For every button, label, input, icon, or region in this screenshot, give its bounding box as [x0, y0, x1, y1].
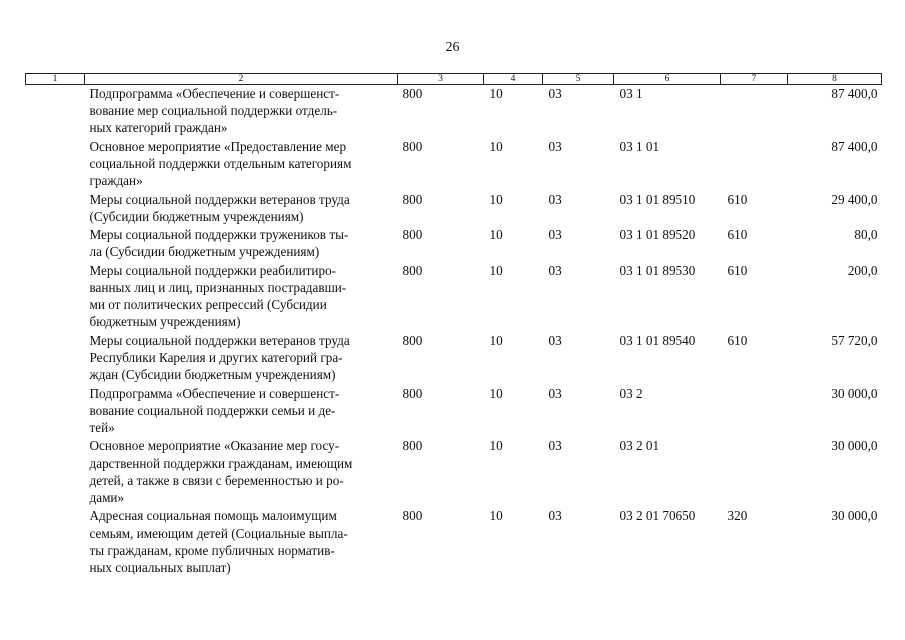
row-subsection-cell: 03	[548, 227, 562, 243]
row-name-line: вование социальной поддержки семьи и де-	[89, 402, 336, 418]
row-expense-type-cell	[721, 437, 788, 507]
row-expense-type-cell: 610	[727, 262, 748, 278]
row-section-cell: 10	[489, 508, 503, 524]
table-row	[26, 262, 882, 332]
row-name-cell	[85, 437, 398, 507]
row-section-cell: 10	[489, 438, 503, 454]
row-expense-type-cell: 610	[727, 332, 748, 348]
table-row	[26, 507, 882, 577]
row-name-line: тей»	[89, 419, 115, 435]
row-name-cell	[85, 191, 398, 227]
row-code-cell: 800	[402, 438, 423, 454]
table-row	[26, 226, 882, 262]
row-expense-type-cell: 320	[727, 508, 748, 524]
row-amount-cell: 200,0	[847, 262, 878, 278]
row-name-line: ты гражданам, кроме публичных норматив-	[89, 542, 335, 558]
column-number-header-row	[26, 74, 882, 85]
row-cell-col1	[26, 138, 85, 191]
row-subsection-cell: 03	[548, 138, 562, 154]
row-target-cell: 03 1 01	[619, 138, 660, 154]
column-header-4: 4	[484, 74, 543, 85]
table-row	[26, 437, 882, 507]
column-header-7: 7	[721, 74, 788, 85]
column-header-8: 8	[788, 74, 882, 85]
column-header-5: 5	[543, 74, 614, 85]
row-expense-type-cell	[721, 385, 788, 438]
row-subsection-cell: 03	[548, 438, 562, 454]
column-header-3: 3	[398, 74, 484, 85]
row-section-cell: 10	[489, 138, 503, 154]
column-header-6: 6	[614, 74, 721, 85]
table-body	[26, 85, 882, 578]
row-amount-cell: 30 000,0	[831, 508, 878, 524]
row-cell-col1	[26, 437, 85, 507]
row-section-cell: 10	[489, 332, 503, 348]
row-target-cell: 03 1 01 89540	[619, 332, 696, 348]
row-name-line: ждан (Субсидии бюджетным учреждениям)	[89, 367, 336, 383]
row-name-cell	[85, 226, 398, 262]
row-name-cell	[85, 85, 398, 138]
row-code-cell: 800	[402, 191, 423, 207]
row-subsection-cell: 03	[548, 262, 562, 278]
row-name-line: (Субсидии бюджетным учреждениям)	[89, 208, 304, 224]
row-amount-cell: 80,0	[854, 227, 878, 243]
table-row	[26, 138, 882, 191]
row-target-cell: 03 2 01	[619, 438, 660, 454]
row-cell-col1	[26, 262, 85, 332]
table-row	[26, 85, 882, 138]
row-section-cell: 10	[489, 86, 503, 101]
row-name-line: вование мер социальной поддержки отдель-	[89, 103, 338, 119]
row-expense-type-cell	[721, 85, 788, 138]
row-subsection-cell: 03	[548, 508, 562, 524]
row-code-cell: 800	[402, 86, 423, 101]
row-amount-cell: 30 000,0	[831, 385, 878, 401]
row-code-cell: 800	[402, 508, 423, 524]
row-amount-cell: 87 400,0	[831, 86, 878, 101]
row-name-cell	[85, 385, 398, 438]
row-name-line: граждан»	[89, 173, 143, 189]
row-amount-cell: 30 000,0	[831, 438, 878, 454]
page-number: 26	[445, 40, 460, 55]
row-name-cell	[85, 262, 398, 332]
row-name-line: Меры социальной поддержки ветеранов труда	[89, 332, 350, 348]
row-target-cell: 03 1 01 89520	[619, 227, 696, 243]
row-target-cell: 03 2	[619, 385, 643, 401]
row-name-line: Подпрограмма «Обеспечение и совершенст-	[89, 385, 340, 401]
row-name-line: Основное мероприятие «Предоставление мер	[89, 138, 347, 154]
row-cell-col1	[26, 85, 85, 138]
row-cell-col1	[26, 385, 85, 438]
row-name-cell	[85, 138, 398, 191]
row-code-cell: 800	[402, 227, 423, 243]
row-name-line: Основное мероприятие «Оказание мер госу-	[89, 438, 340, 454]
row-name-line: Меры социальной поддержки реабилитиро-	[89, 262, 337, 278]
row-subsection-cell: 03	[548, 191, 562, 207]
row-name-line: ных социальных выплат)	[89, 559, 231, 575]
budget-table	[25, 73, 882, 577]
row-expense-type-cell: 610	[727, 191, 748, 207]
table-row	[26, 191, 882, 227]
row-code-cell: 800	[402, 138, 423, 154]
row-name-line: Адресная социальная помощь малоимущим	[89, 508, 337, 524]
row-cell-col1	[26, 332, 85, 385]
row-section-cell: 10	[489, 191, 503, 207]
row-name-line: Республики Карелия и других категорий гра-	[89, 349, 343, 365]
row-name-line: Меры социальной поддержки ветеранов труда	[89, 191, 350, 207]
row-amount-cell: 57 720,0	[831, 332, 878, 348]
table-row	[26, 385, 882, 438]
row-section-cell: 10	[489, 385, 503, 401]
row-name-cell	[85, 507, 398, 577]
row-name-line: семьям, имеющим детей (Социальные выпла-	[89, 525, 348, 541]
row-name-cell	[85, 332, 398, 385]
row-subsection-cell: 03	[548, 332, 562, 348]
row-target-cell: 03 2 01 70650	[619, 508, 696, 524]
row-cell-col1	[26, 191, 85, 227]
row-name-line: ванных лиц и лиц, признанных пострадавши-	[89, 279, 347, 295]
row-name-line: Меры социальной поддержки тружеников ты-	[89, 227, 349, 243]
row-cell-col1	[26, 507, 85, 577]
row-code-cell: 800	[402, 262, 423, 278]
row-name-line: дами»	[89, 489, 125, 505]
row-subsection-cell: 03	[548, 385, 562, 401]
row-target-cell: 03 1	[619, 86, 643, 101]
row-section-cell: 10	[489, 262, 503, 278]
row-expense-type-cell	[721, 138, 788, 191]
row-name-line: ла (Субсидии бюджетным учреждениям)	[89, 244, 320, 260]
row-name-line: ных категорий граждан»	[89, 120, 228, 136]
row-amount-cell: 87 400,0	[831, 138, 878, 154]
row-amount-cell: 29 400,0	[831, 191, 878, 207]
column-header-1: 1	[26, 74, 85, 85]
row-name-line: дарственной поддержки гражданам, имеющим	[89, 455, 353, 471]
row-subsection-cell: 03	[548, 86, 562, 101]
row-name-line: Подпрограмма «Обеспечение и совершенст-	[89, 86, 340, 101]
row-target-cell: 03 1 01 89510	[619, 191, 696, 207]
row-name-line: детей, а также в связи с беременностью и ро-	[89, 472, 344, 488]
table-row	[26, 332, 882, 385]
row-target-cell: 03 1 01 89530	[619, 262, 696, 278]
row-expense-type-cell: 610	[727, 227, 748, 243]
row-code-cell: 800	[402, 332, 423, 348]
row-section-cell: 10	[489, 227, 503, 243]
row-cell-col1	[26, 226, 85, 262]
column-header-2: 2	[85, 74, 398, 85]
row-name-line: социальной поддержки отдельным категориям	[89, 156, 352, 171]
row-name-line: ми от политических репрессий (Субсидии	[89, 297, 327, 313]
row-name-line: бюджетным учреждениям)	[89, 314, 241, 330]
row-code-cell: 800	[402, 385, 423, 401]
